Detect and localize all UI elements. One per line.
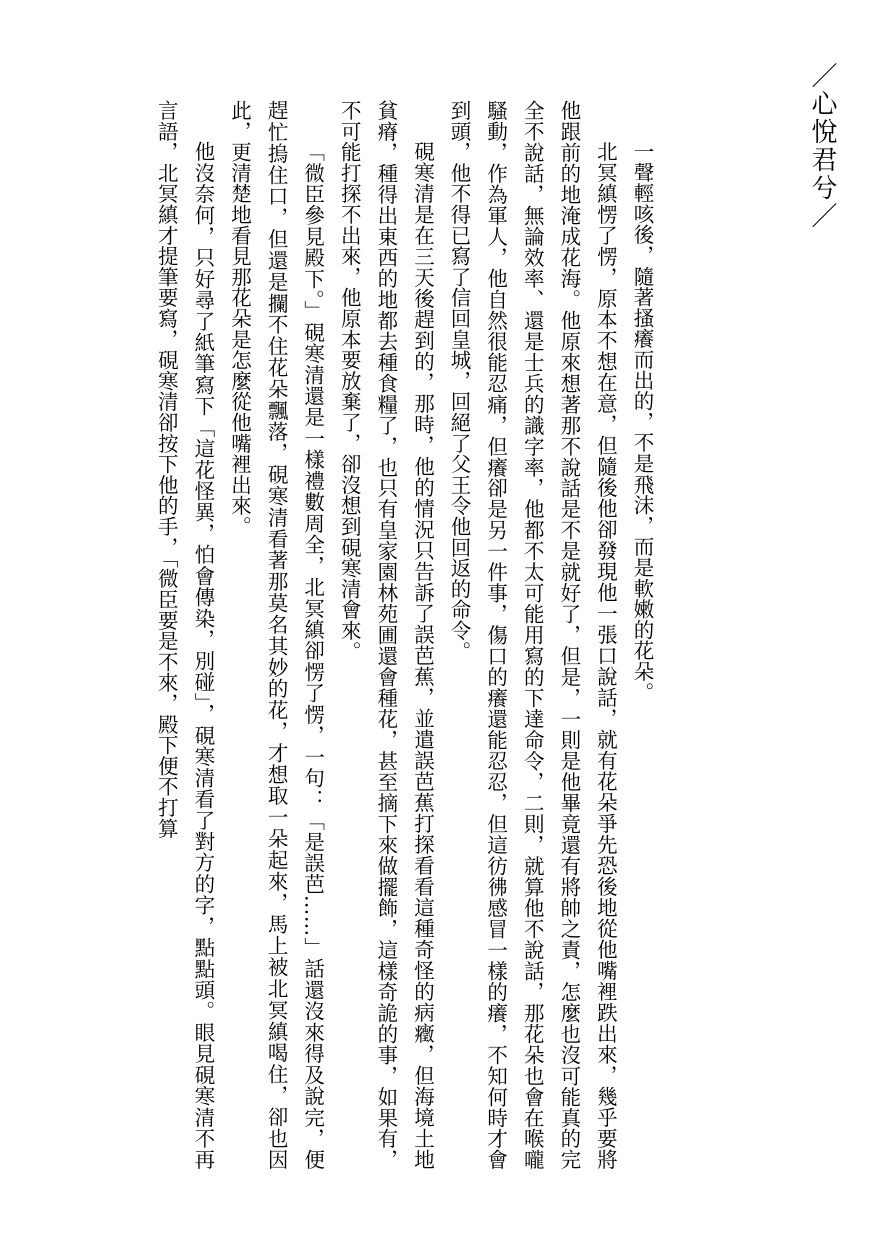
chapter-title: ／心悅君兮／ [807, 62, 837, 230]
paragraph-2: 北冥縝愣了愣，原本不想在意，但隨後他卻發現他一張口說話，就有花朵爭先恐後地從他嘴裡跌出來，幾乎要將他跟前的地淹成花海。他原來想著那不說話是不是就好了，但是，一則是他畢竟還有將帥之責，怎麼也沒可能真的完全不說話，無論效率、還是士兵的識字率，他都不太可能用寫的下達命令，二則，就算他不說話，那花朵也會在喉嚨騷動，作為軍人，他自然很能忍痛，但癢卻是另一件事，傷口的癢還能忍忍，但這彷彿感冒一樣的癢，不知何時才會到頭，他不得已寫了信回皇城，回絕了父王令他回返的命令。 [447, 100, 618, 1170]
paragraph-1: 一聲輕咳後，隨著搔癢而出的，不是飛沫，而是軟嫩的花朵。 [630, 141, 654, 703]
paragraph-5: 他沒奈何，只好尋了紙筆寫下「這花怪異，怕會傳染，別碰」，硯寒清看了對方的字，點點頭。眼見硯寒清不再言語，北冥縝才提筆要寫，硯寒清卻按下他的手，「微臣要是不來，殿下便不打算 [154, 100, 215, 1170]
paragraph-3: 硯寒清是在三天後趕到的，那時，他的情況只告訴了誤芭蕉，並遣誤芭蕉打探看看這種奇怪的病癥，但海境土地貧瘠，種得出東西的地都去種食糧了，也只有皇家園林苑圃還會種花，甚至摘下來做擺飾，這樣奇詭的事，如果有，不可能打探不出來，他原本要放棄了，卻沒想到硯寒清會來。 [337, 100, 435, 1170]
paragraph-4: 「微臣參見殿下。」硯寒清還是一樣禮數周全，北冥縝卻愣了愣，一句：「是誤芭……」話還沒來得及說完，便趕忙摀住口，但還是攔不住花朵飄落，硯寒清看著那莫名其妙的花，才想取一朵起來，馬上被北冥縝喝住，卻也因此，更清楚地看見那花朵是怎麼從他嘴裡出來。 [227, 100, 325, 1170]
body-text [110, 100, 660, 1170]
